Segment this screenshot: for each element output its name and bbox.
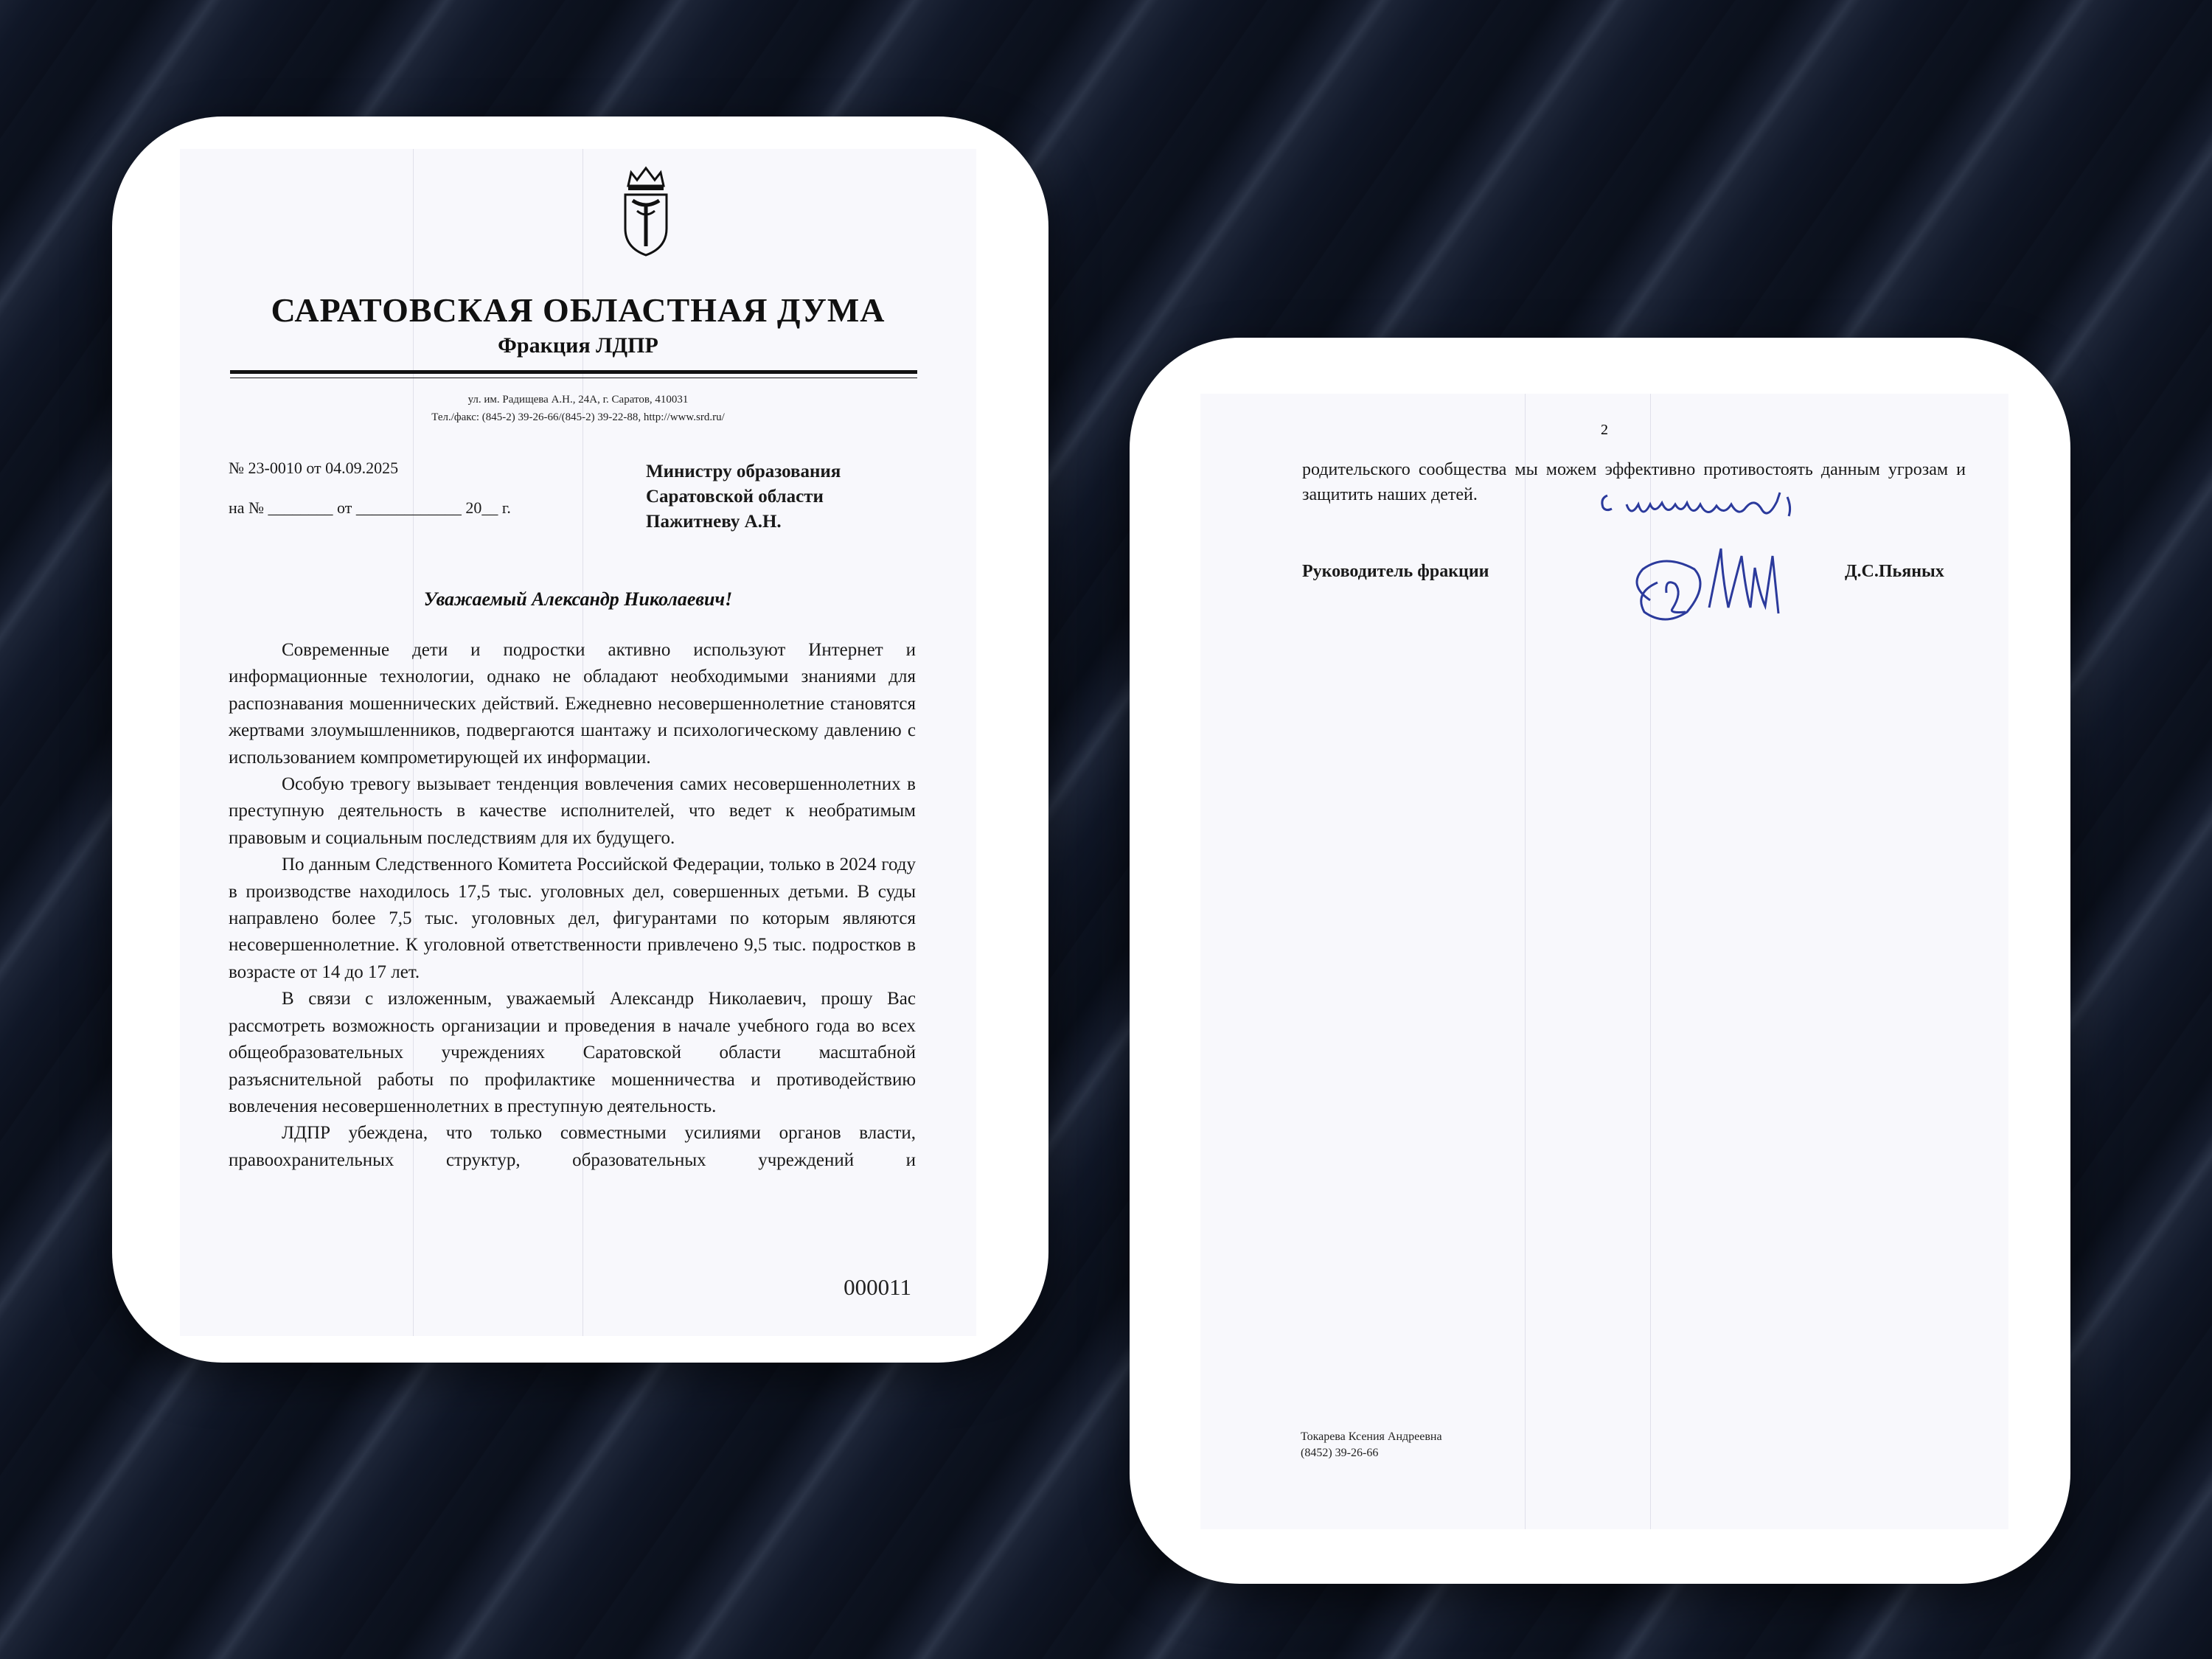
letter-page-2 (1200, 394, 2008, 1529)
organization-title: САРАТОВСКАЯ ОБЛАСТНАЯ ДУМА (271, 291, 886, 329)
executor-phone: (8452) 39-26-66 (1301, 1447, 1379, 1459)
signer-name: Д.С.Пьяных (1845, 562, 1944, 581)
recipient-line: Саратовской области (646, 487, 824, 507)
header-divider (230, 370, 917, 374)
outgoing-number: № 23-0010 от 04.09.2025 (229, 459, 399, 477)
paragraph: В связи с изложенным, уважаемый Александр Николаевич, прошу Вас рассмотреть возможность организации и проведения в начале учебного года во всех общеобразовательных учреждениях Саратовской области масштабной разъяснительной работы по профилактике мошенничества и противодействию вовлечения несовершеннолетних в преступную деятельность. (229, 989, 916, 1116)
recipient-line: Министру образования (646, 462, 841, 481)
handwritten-signature-icon (1599, 482, 1834, 667)
paragraph: Особую тревогу вызывает тенденция вовлечения самих несовершеннолетних в преступную деятельность в качестве исполнителей, что ведет к необратимым правовым и социальным последствиям для их будущего. (229, 774, 916, 848)
document-card-page-1 (112, 116, 1048, 1363)
signer-title: Руководитель фракции (1302, 562, 1489, 581)
salutation: Уважаемый Александр Николаевич! (423, 588, 733, 610)
paragraph: родительского сообщества мы можем эффективно противостоять данным угрозам и защитить наших детей. (1302, 460, 1966, 504)
reply-reference: на № ________ от _____________ 20__ г. (229, 498, 511, 517)
faction-name: Фракция ЛДПР (498, 333, 658, 358)
paragraph: ЛДПР убеждена, что только совместными усилиями органов власти, правоохранительных структур, образовательных учреждений и (229, 1123, 916, 1170)
address-line: ул. им. Радищева А.Н., 24А, г. Саратов, 410031 (467, 394, 689, 406)
fold-line (1525, 394, 1526, 1529)
paragraph: По данным Следственного Комитета Российской Федерации, только в 2024 году в производстве находилось 17,5 тыс. уголовных дел, совершенных детьми. В суды направлено более 7,5 тыс. уголовных дел, фигурантами по которым являются несовершеннолетние. К уголовной ответственности привлечено 9,5 тыс. подростков в возрасте от 14 до 17 лет. (229, 855, 916, 982)
executor-name: Токарева Ксения Андреевна (1301, 1430, 1442, 1443)
serial-number: 000011 (844, 1274, 911, 1300)
contact-line: Тел./факс: (845-2) 39-26-66/(845-2) 39-22-88, http://www.srd.ru/ (431, 411, 725, 423)
letter-page-1 (180, 149, 976, 1336)
document-card-page-2 (1130, 338, 2070, 1584)
paragraph: Современные дети и подростки активно используют Интернет и информационные технологии, однако не обладают необходимыми знаниями для распознавания мошеннических действий. Ежедневно несовершеннолетние становятся жертвами злоумышленников, подвергаются шантажу и психологическому давлению с использованием компрометирующей их информации. (229, 640, 916, 768)
page-number: 2 (1601, 422, 1608, 438)
letter-body (229, 637, 916, 1174)
saratov-coat-of-arms-icon (618, 164, 674, 258)
recipient-line: Пажитневу А.Н. (646, 512, 782, 532)
